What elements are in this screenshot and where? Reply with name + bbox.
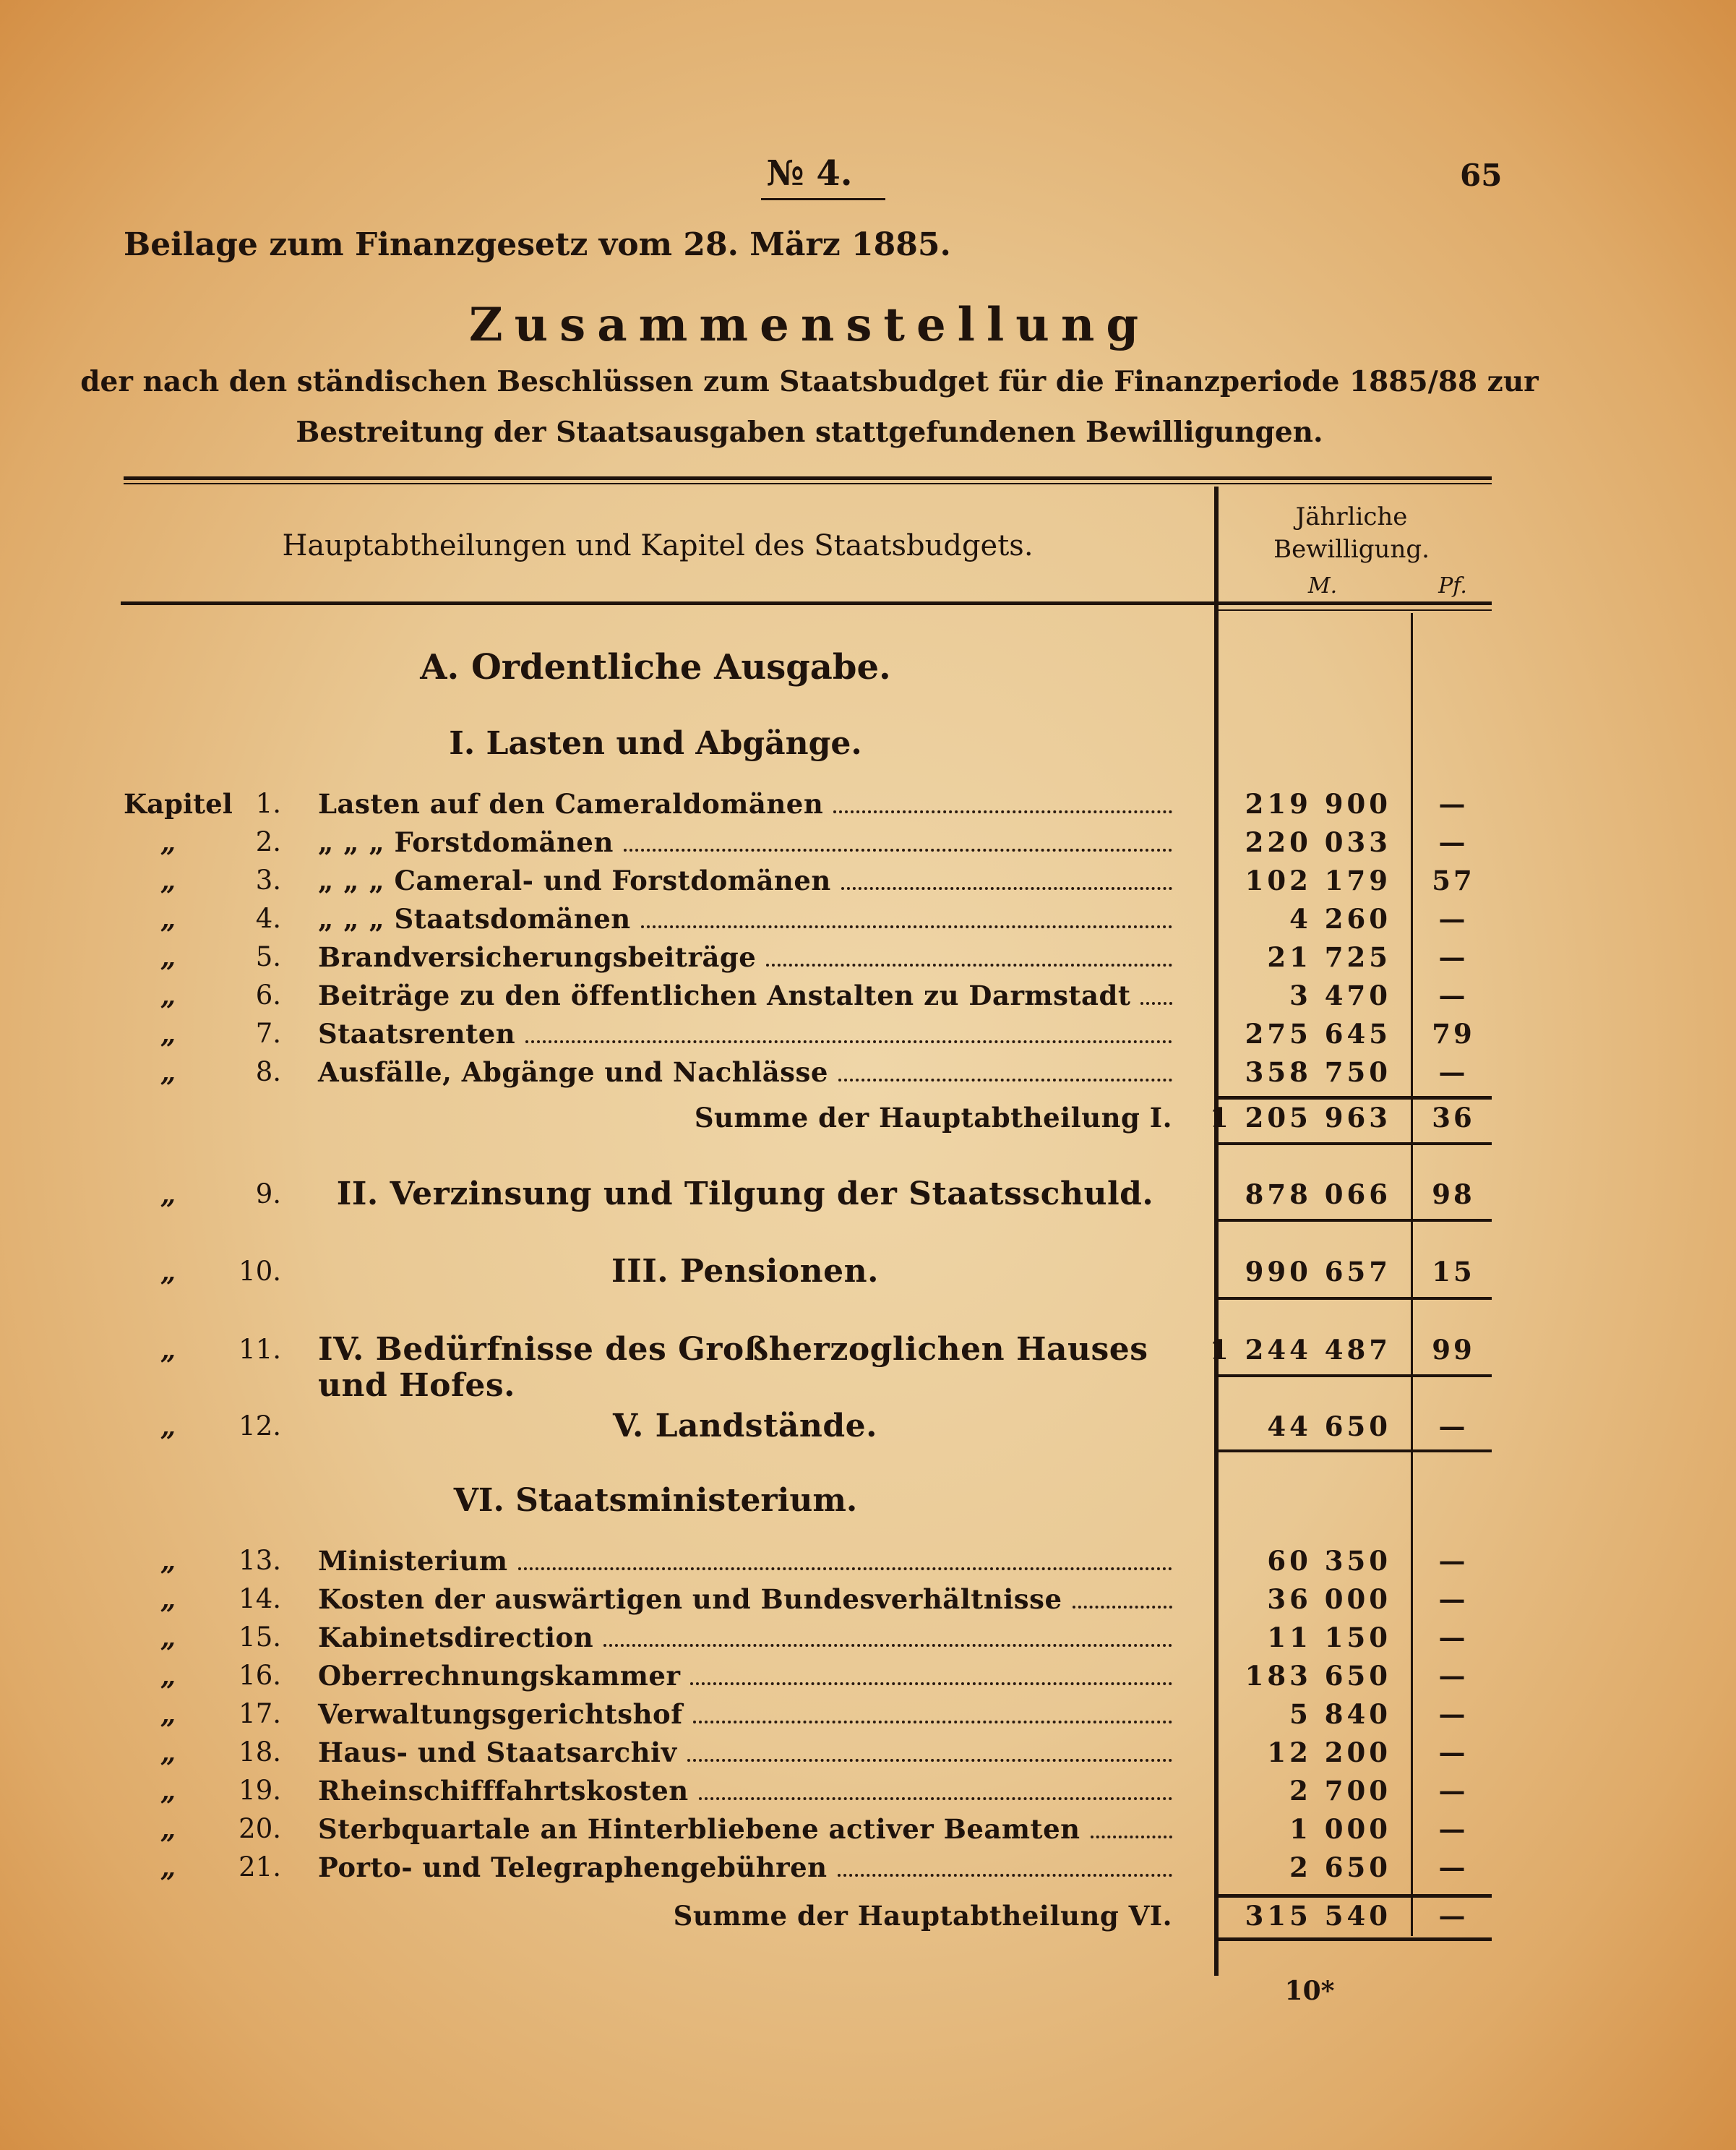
chapter-label: Summe der Hauptabtheilung VI.: [673, 1900, 1172, 1932]
ditto-mark: „: [160, 1334, 176, 1366]
amount-pf: —: [1438, 1851, 1469, 1883]
dot-leader: [687, 1759, 1172, 1762]
chapter-number: 13.: [239, 1545, 281, 1576]
sum-i-bottom-rule: [1216, 1142, 1492, 1145]
chapter-number: 9.: [255, 1178, 281, 1209]
amount-pf: —: [1438, 788, 1469, 820]
chapter-heading: IV. Bedürfnisse des Großherzoglichen Hauses und Hofes.: [318, 1331, 1148, 1404]
amount-pf: —: [1438, 1660, 1469, 1692]
table-row: [0, 1773, 1736, 1809]
chapter-number: 8.: [255, 1056, 281, 1087]
ditto-mark: „: [160, 1056, 176, 1088]
table-row: [0, 977, 1736, 1014]
ditto-mark: „: [160, 865, 176, 896]
chapter-number: 21.: [239, 1851, 281, 1883]
chapter-label: Sterbquartale an Hinterbliebene activer Beamten: [318, 1813, 1080, 1845]
page-number: 65: [1460, 158, 1503, 193]
chapter-heading-row: [0, 1331, 1736, 1404]
chapter-number: 16.: [239, 1660, 281, 1691]
amount-pf: —: [1438, 1698, 1469, 1730]
amount-pf: 36: [1432, 1102, 1475, 1134]
amount-mark: 21 725: [1267, 941, 1391, 973]
chapter-number: 19.: [239, 1775, 281, 1806]
ditto-mark: „: [160, 1813, 176, 1845]
dot-leader: [624, 849, 1172, 852]
amount-mark: 36 000: [1267, 1583, 1391, 1615]
amount-mark: 219 900: [1245, 788, 1391, 820]
dot-leader: [603, 1644, 1172, 1647]
amount-mark: 5 840: [1289, 1698, 1391, 1730]
chapter-label: „ „ „ Cameral- und Forstdomänen: [318, 865, 831, 896]
table-row: [0, 1734, 1736, 1770]
ditto-mark: „: [160, 1622, 176, 1653]
ditto-mark: „: [160, 980, 176, 1011]
amount-mark: 3 470: [1289, 980, 1391, 1011]
dot-leader: [690, 1682, 1172, 1685]
chapter-number: 11.: [239, 1334, 281, 1365]
chapter-label: Staatsrenten: [318, 1018, 516, 1050]
chapter-number: 18.: [239, 1736, 281, 1768]
amount-mark: 1 000: [1289, 1813, 1391, 1845]
amount-pf: —: [1438, 1900, 1469, 1932]
chapter-number: 14.: [239, 1583, 281, 1614]
ditto-mark: „: [160, 1018, 176, 1050]
dot-leader: [641, 925, 1172, 928]
table-row: [0, 786, 1736, 822]
dot-leader: [841, 887, 1172, 890]
amount-mark: 2 650: [1289, 1851, 1391, 1883]
header-double-rule-top: [124, 476, 1492, 480]
ditto-mark: „: [160, 1410, 176, 1442]
dot-leader: [1091, 1836, 1172, 1838]
unit-pf-label: Pf.: [1438, 573, 1467, 599]
amount-mark: 275 645: [1245, 1018, 1391, 1050]
kapitel-label: Kapitel: [124, 788, 233, 820]
chapter-label: Rheinschifffahrtskosten: [318, 1775, 689, 1807]
amount-pf: —: [1438, 1622, 1469, 1653]
dot-leader: [525, 1040, 1172, 1043]
sum-vi-bottom-rule: [1216, 1937, 1492, 1941]
table-row: [0, 1581, 1736, 1617]
chapter-number: 10.: [239, 1256, 281, 1287]
chapter-label: Brandversicherungsbeiträge: [318, 941, 757, 973]
amount-pf: —: [1438, 941, 1469, 973]
amount-mark: 878 066: [1245, 1178, 1391, 1210]
amount-mark: 1 244 487: [1210, 1334, 1391, 1366]
ditto-mark: „: [160, 903, 176, 935]
dot-leader: [1073, 1606, 1172, 1609]
amount-mark: 11 150: [1267, 1622, 1391, 1653]
chapter-number: 1.: [255, 788, 281, 819]
amount-pf: 15: [1432, 1256, 1475, 1288]
table-row: [0, 1054, 1736, 1090]
sum-row-i: [0, 1100, 1736, 1136]
chapter-number: 5.: [255, 941, 281, 972]
amount-pf: —: [1438, 1736, 1469, 1768]
amount-pf: —: [1438, 1410, 1469, 1442]
amount-pf: —: [1438, 1813, 1469, 1845]
column-header-right-2: Bewilligung.: [1273, 535, 1430, 564]
dot-leader: [699, 1797, 1172, 1800]
chapter-label: Beiträge zu den öffentlichen Anstalten zu Darmstadt: [318, 980, 1131, 1011]
chapter-label: Kabinetsdirection: [318, 1622, 594, 1653]
chapter-number: 2.: [255, 826, 281, 857]
amount-pf: —: [1438, 1583, 1469, 1615]
ditto-mark: „: [160, 1851, 176, 1883]
amount-pf: —: [1438, 1775, 1469, 1807]
column-header-left: Hauptabtheilungen und Kapitel des Staatsbudgets.: [282, 529, 1034, 562]
chapter-heading-row: [0, 1254, 1736, 1290]
table-row: [0, 1696, 1736, 1732]
table-row: [0, 824, 1736, 860]
table-row: [0, 1811, 1736, 1847]
header-double-rule-bottom: [124, 483, 1492, 484]
header-bottom-rule-right: [1216, 609, 1492, 611]
sum-i-top-rule: [1216, 1096, 1492, 1100]
section-vi-heading: VI. Staatsministerium.: [453, 1482, 858, 1519]
section-a-heading: A. Ordentliche Ausgabe.: [420, 647, 891, 688]
chapter-label: Verwaltungsgerichtshof: [318, 1698, 683, 1730]
amount-pf: —: [1438, 1545, 1469, 1577]
ditto-mark: „: [160, 1256, 176, 1288]
chapter-label: Summe der Hauptabtheilung I.: [694, 1102, 1172, 1134]
chapter-heading: III. Pensionen.: [611, 1253, 879, 1290]
amount-mark: 4 260: [1289, 903, 1391, 935]
ditto-mark: „: [160, 1698, 176, 1730]
unit-mark-label: M.: [1307, 573, 1338, 599]
dot-leader: [838, 1079, 1172, 1082]
dot-leader: [833, 810, 1172, 813]
number-underline: [761, 198, 885, 200]
dot-leader: [766, 964, 1172, 967]
amount-pf: —: [1438, 1056, 1469, 1088]
table-row: [0, 1543, 1736, 1579]
ditto-mark: „: [160, 941, 176, 973]
document-title: Zusammenstellung: [468, 298, 1151, 352]
table-row: [0, 1658, 1736, 1694]
column-header-right-1: Jährliche: [1295, 502, 1408, 531]
ditto-mark: „: [160, 1545, 176, 1577]
table-row: [0, 1016, 1736, 1052]
chapter-heading-row: [0, 1408, 1736, 1444]
ditto-mark: „: [160, 1178, 176, 1210]
dot-leader: [693, 1721, 1172, 1723]
amount-mark: 1 205 963: [1210, 1102, 1391, 1134]
chapter-label: Ministerium: [318, 1545, 508, 1577]
ditto-mark: „: [160, 826, 176, 858]
kap-9-rule: [1216, 1219, 1492, 1222]
amount-mark: 183 650: [1245, 1660, 1391, 1692]
chapter-number: 7.: [255, 1018, 281, 1049]
chapter-number: 15.: [239, 1622, 281, 1653]
document-number: № 4.: [766, 153, 853, 194]
kap-10-rule: [1216, 1297, 1492, 1300]
subtitle-line-2: Bestreitung der Staatsausgaben stattgefundenen Bewilligungen.: [296, 416, 1323, 449]
ditto-mark: „: [160, 1775, 176, 1807]
amount-pf: 79: [1432, 1018, 1475, 1050]
chapter-number: 6.: [255, 980, 281, 1011]
amount-mark: 220 033: [1245, 826, 1391, 858]
amount-mark: 2 700: [1289, 1775, 1391, 1807]
chapter-number: 4.: [255, 903, 281, 934]
supplement-line: Beilage zum Finanzgesetz vom 28. März 1885.: [124, 226, 951, 263]
chapter-number: 12.: [239, 1410, 281, 1442]
chapter-label: „ „ „ Forstdomänen: [318, 826, 614, 858]
chapter-label: Ausfälle, Abgänge und Nachlässe: [318, 1056, 828, 1088]
sum-vi-top-rule: [1216, 1894, 1492, 1898]
amount-pf: —: [1438, 826, 1469, 858]
chapter-number: 17.: [239, 1698, 281, 1729]
kap-12-rule: [1216, 1449, 1492, 1452]
chapter-label: Kosten der auswärtigen und Bundesverhältnisse: [318, 1583, 1062, 1615]
kap-11-rule: [1216, 1374, 1492, 1377]
signature-mark: 10*: [1284, 1976, 1335, 2006]
chapter-label: Lasten auf den Cameraldomänen: [318, 788, 824, 820]
amount-pf: 57: [1432, 865, 1475, 896]
header-bottom-rule: [121, 601, 1492, 605]
chapter-label: Porto- und Telegraphengebühren: [318, 1851, 828, 1883]
section-i-heading: I. Lasten und Abgänge.: [449, 725, 862, 762]
dot-leader: [838, 1874, 1172, 1877]
chapter-heading: II. Verzinsung und Tilgung der Staatsschuld.: [336, 1175, 1154, 1212]
chapter-label: Haus- und Staatsarchiv: [318, 1736, 677, 1768]
dot-leader: [518, 1567, 1172, 1570]
dot-leader: [1140, 1002, 1172, 1005]
amount-mark: 60 350: [1267, 1545, 1391, 1577]
amount-mark: 315 540: [1245, 1900, 1391, 1932]
chapter-number: 20.: [239, 1813, 281, 1844]
chapter-heading: V. Landstände.: [613, 1408, 877, 1444]
chapter-label: Oberrechnungskammer: [318, 1660, 681, 1692]
table-row: [0, 901, 1736, 937]
table-row: [0, 862, 1736, 899]
table-row: [0, 1849, 1736, 1885]
chapter-heading-row: [0, 1176, 1736, 1212]
ditto-mark: „: [160, 1736, 176, 1768]
amount-mark: 44 650: [1267, 1410, 1391, 1442]
ditto-mark: „: [160, 1660, 176, 1692]
subtitle-line-1: der nach den ständischen Beschlüssen zum Staatsbudget für die Finanzperiode 1885/88 zur: [80, 365, 1539, 398]
amount-mark: 102 179: [1245, 865, 1391, 896]
table-row: [0, 939, 1736, 975]
amount-mark: 358 750: [1245, 1056, 1391, 1088]
table-row: [0, 1619, 1736, 1656]
amount-mark: 12 200: [1267, 1736, 1391, 1768]
chapter-label: „ „ „ Staatsdomänen: [318, 903, 631, 935]
chapter-number: 3.: [255, 865, 281, 896]
amount-pf: —: [1438, 980, 1469, 1011]
amount-pf: 98: [1432, 1178, 1475, 1210]
sum-row-vi: [0, 1898, 1736, 1934]
amount-mark: 990 657: [1245, 1256, 1391, 1288]
amount-pf: 99: [1432, 1334, 1475, 1366]
ditto-mark: „: [160, 1583, 176, 1615]
amount-pf: —: [1438, 903, 1469, 935]
